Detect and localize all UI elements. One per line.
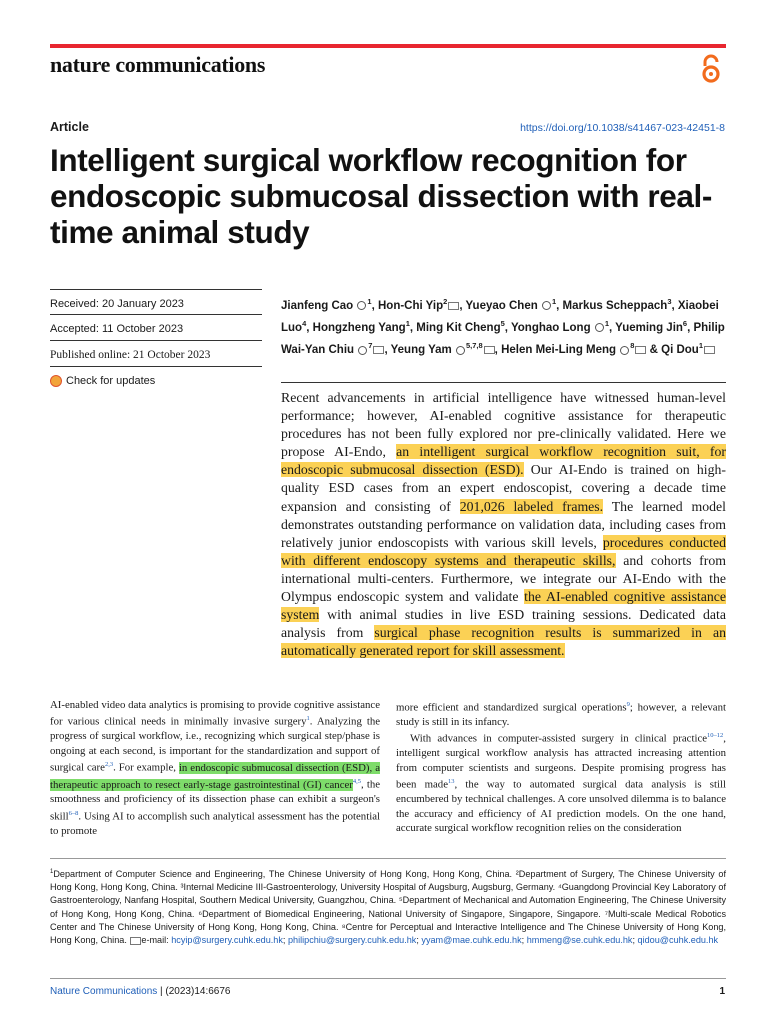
abstract-text: Recent advancements in artificial intelligence have witnessed human-level performance; however, AI-enabled cognitive assistance for therapeutic procedures has not been fully explored nor pre-clinically validated. Here we propose AI-Endo, xyxy=(281,390,726,460)
author-affiliation: 1 xyxy=(604,319,609,329)
reference-link[interactable]: 13 xyxy=(448,778,455,786)
body-text: . Using AI to accomplish such analytical assessment has the potential to promote xyxy=(50,810,380,837)
check-updates-label: Check for updates xyxy=(66,375,156,387)
author-name[interactable]: Xiaobei Luo xyxy=(281,299,719,334)
abstract-text: The learned model demonstrates outstanding performance on validation data, including cases from relatively junior endoscopists with various skill levels, xyxy=(281,498,726,550)
orcid-icon[interactable] xyxy=(456,346,465,355)
reference-link[interactable]: 1 xyxy=(306,715,310,723)
crossmark-icon xyxy=(50,375,62,387)
author-affiliation: 6 xyxy=(682,319,688,329)
author-affiliation: 1 xyxy=(698,341,704,351)
check-updates-link[interactable] xyxy=(50,366,262,387)
affiliations-footnote xyxy=(50,866,726,947)
author-name[interactable]: Yeung Yam xyxy=(390,344,452,357)
email-link[interactable]: philipchiu@surgery.cuhk.edu.hk xyxy=(287,935,417,946)
footer-journal[interactable]: Nature Communications xyxy=(50,986,158,997)
author-name[interactable]: Jianfeng Cao xyxy=(281,299,354,312)
reference-link[interactable]: 10–12 xyxy=(707,732,724,740)
email-link[interactable]: qidou@cuhk.edu.hk xyxy=(637,935,719,946)
mail-icon[interactable] xyxy=(484,346,495,354)
body-text: , the way to automated surgical data analysis is still encumbered by technical challenges. A core unsolved dilemma is to balance the accuracy and efficiency of AI prediction models. On the one hand, accurate surgical workflow recognition relies on the consideration xyxy=(396,778,726,835)
author-affiliation: 1 xyxy=(367,297,372,306)
orcid-icon[interactable] xyxy=(595,323,604,332)
journal-name: nature communications xyxy=(50,52,266,77)
email-label: e-mail: xyxy=(141,935,169,946)
received-date: Received: 20 January 2023 xyxy=(50,289,262,310)
author-affiliation: 5,7,8 xyxy=(465,341,483,351)
orcid-icon[interactable] xyxy=(542,301,551,310)
author-affiliation: 4 xyxy=(302,319,307,329)
article-type-label: Article xyxy=(50,120,89,134)
abstract-text: Our AI-Endo is trained on high-quality ESD cases from an expert endoscopist, covering a decade time expansion and consisting of xyxy=(281,462,726,514)
published-date: Published online: 21 October 2023 xyxy=(50,340,262,361)
body-text: more efficient and standardized surgical operations xyxy=(396,701,627,714)
author-affiliation: 1 xyxy=(405,319,410,329)
author-list: Jianfeng Cao $^1$, Hon-Chi Yip$^2$ , Yueyao Chen $^1$, Markus Scheppach$^3$, Xiaobei Luo$^4$, Hongzheng Yang$^1$, Ming Kit Cheng$^5$, Yonghao Long $^1$, Yueming Jin$^6$, Philip Wai-Yan Chiu $^7$ , Yeung Yam $^{5,7,8}$ , Helen Mei-Ling Meng $^8$ & Qi Dou$^1$ xyxy=(281,297,725,357)
author-affiliation: 5 xyxy=(500,319,505,329)
author-affiliation: 3 xyxy=(667,297,672,306)
mail-icon[interactable] xyxy=(448,302,459,310)
orcid-icon[interactable] xyxy=(358,346,367,355)
abstract-divider xyxy=(281,382,726,383)
abstract-text: and cohorts from international multi-centers. Furthermore, we integrate our AI-Endo with the Olympus endoscopic system and validate xyxy=(281,552,727,605)
email-list: hcyip@surgery.cuhk.edu.hk; philipchiu@surgery.cuhk.edu.hk; yyam@mae.cuhk.edu.hk; hmmeng@se.cuhk.edu.hk; qidou@cuhk.edu.hk xyxy=(171,935,719,946)
author-affiliation: 8 xyxy=(630,341,635,351)
author-name[interactable]: Yueyao Chen xyxy=(465,299,538,312)
body-highlight: in endoscopic submucosal dissection (ESD), a therapeutic approach to resect early-stage gastrointestinal (GI) cancer xyxy=(50,761,380,791)
author-name[interactable]: Ming Kit Cheng xyxy=(416,321,501,334)
author-name[interactable]: Yonghao Long xyxy=(510,321,591,334)
body-column-right xyxy=(396,698,726,835)
abstract-highlight: an intelligent surgical workflow recognition suit, for endoscopic submucosal dissection (ESD). xyxy=(281,444,726,478)
body-text: With advances in computer-assisted surgery in clinical practice xyxy=(410,733,708,745)
body-text: . For example, xyxy=(113,761,176,774)
body-column-left xyxy=(50,698,380,838)
author-name[interactable]: Hongzheng Yang xyxy=(312,321,406,334)
page-footer xyxy=(50,986,230,997)
footer-citation: | (2023)14:6676 xyxy=(157,986,231,997)
mail-icon xyxy=(130,937,141,945)
mail-icon[interactable] xyxy=(635,346,646,354)
mail-icon[interactable] xyxy=(373,346,384,354)
body-text: AI-enabled video data analytics is promising to provide cognitive assistance for various clinical needs in minimally invasive surgery xyxy=(50,699,380,728)
body-text: , the smoothness and proficiency of its dissection phase can exhibit a surgeon's skill xyxy=(50,778,381,823)
author-name[interactable]: Helen Mei-Ling Meng xyxy=(501,344,617,357)
accepted-date: Accepted: 11 October 2023 xyxy=(50,314,262,335)
author-name[interactable]: Yueming Jin xyxy=(615,321,683,334)
reference-link[interactable]: 9 xyxy=(626,701,630,708)
email-link[interactable]: hmmeng@se.cuhk.edu.hk xyxy=(526,935,633,946)
footnote-divider xyxy=(50,858,726,859)
author-name[interactable]: Philip Wai-Yan Chiu xyxy=(281,321,725,357)
reference-link[interactable]: 4,5 xyxy=(352,778,362,786)
email-link[interactable]: hcyip@surgery.cuhk.edu.hk xyxy=(171,935,283,946)
abstract-text: with animal studies in live ESD training sessions. Dedicated data analysis from xyxy=(281,607,727,641)
orcid-icon[interactable] xyxy=(357,301,366,310)
reference-link[interactable]: 6–8 xyxy=(68,809,79,817)
paper-title: Intelligent surgical workflow recognition for endoscopic submucosal dissection with real-time animal study xyxy=(50,142,712,250)
abstract-highlight: procedures conducted with different endoscopy systems and therapeutic skills, xyxy=(281,534,727,568)
author-name[interactable]: Markus Scheppach xyxy=(562,299,668,312)
author-affiliation: 2 xyxy=(443,297,448,306)
abstract-highlight: 201,026 labeled frames. xyxy=(459,498,604,514)
footer-divider xyxy=(50,978,726,979)
author-name[interactable]: Qi Dou xyxy=(661,344,699,357)
mail-icon[interactable] xyxy=(704,346,715,354)
author-affiliation: 7 xyxy=(368,341,373,351)
abstract xyxy=(281,389,726,660)
affiliation-number: 1 xyxy=(50,869,54,875)
email-link[interactable]: yyam@mae.cuhk.edu.hk xyxy=(421,935,522,946)
doi-link[interactable]: https://doi.org/10.1038/s41467-023-42451-8 xyxy=(520,122,725,134)
abstract-highlight: surgical phase recognition results is summarized in an automatically generated report for skill assessment. xyxy=(281,625,726,659)
page-number: 1 xyxy=(719,986,725,997)
open-access-icon xyxy=(700,54,722,84)
body-text: , intelligent surgical workflow analysis has attracted increasing attention from computer scientists and surgeons. Despite promising progress has been made xyxy=(396,733,726,791)
author-affiliation: 1 xyxy=(551,297,557,306)
reference-link[interactable]: 2,3 xyxy=(104,761,114,769)
author-name[interactable]: Hon-Chi Yip xyxy=(377,299,444,312)
abstract-highlight: the AI-enabled cognitive assistance system xyxy=(281,589,726,623)
body-text: . Analyzing the progress of surgical workflow, i.e., recognizing which surgical step/phase is ongoing at each second, is important for the standardization and support of surgical care xyxy=(50,716,381,774)
body-text: ; however, a relevant study is still in its infancy. xyxy=(396,701,726,728)
affiliations-text: Department of Computer Science and Engineering, The Chinese University of Hong Kong, Hong Kong, China. ²Department of Surgery, The Chinese University of Hong Kong, Hong Kong, China. ³Internal Medicine III-Gastroenterology, University Hospital of Augsburg, Augsburg, Germany. ⁴Guangdong Provincial Key Laboratory of Gastroenterology, Nanfang Hospital, Southern Medical University, Guangzhou, China. ⁵Department of Mechanical and Automation Engineering, The Chinese University of Hong Kong, Hong Kong, China. ⁶Department of Biomedical Engineering, National University of Singapore, Singapore, Singapore. ⁷Multi-scale Medical Robotics Center and The Chinese University of Hong Kong, Hong Kong, China. ⁸Centre for Perceptual and Interactive Intelligence and The Chinese University of Hong Kong, Hong Kong, China. xyxy=(50,869,726,946)
top-accent-bar xyxy=(50,44,726,48)
orcid-icon[interactable] xyxy=(620,346,629,355)
